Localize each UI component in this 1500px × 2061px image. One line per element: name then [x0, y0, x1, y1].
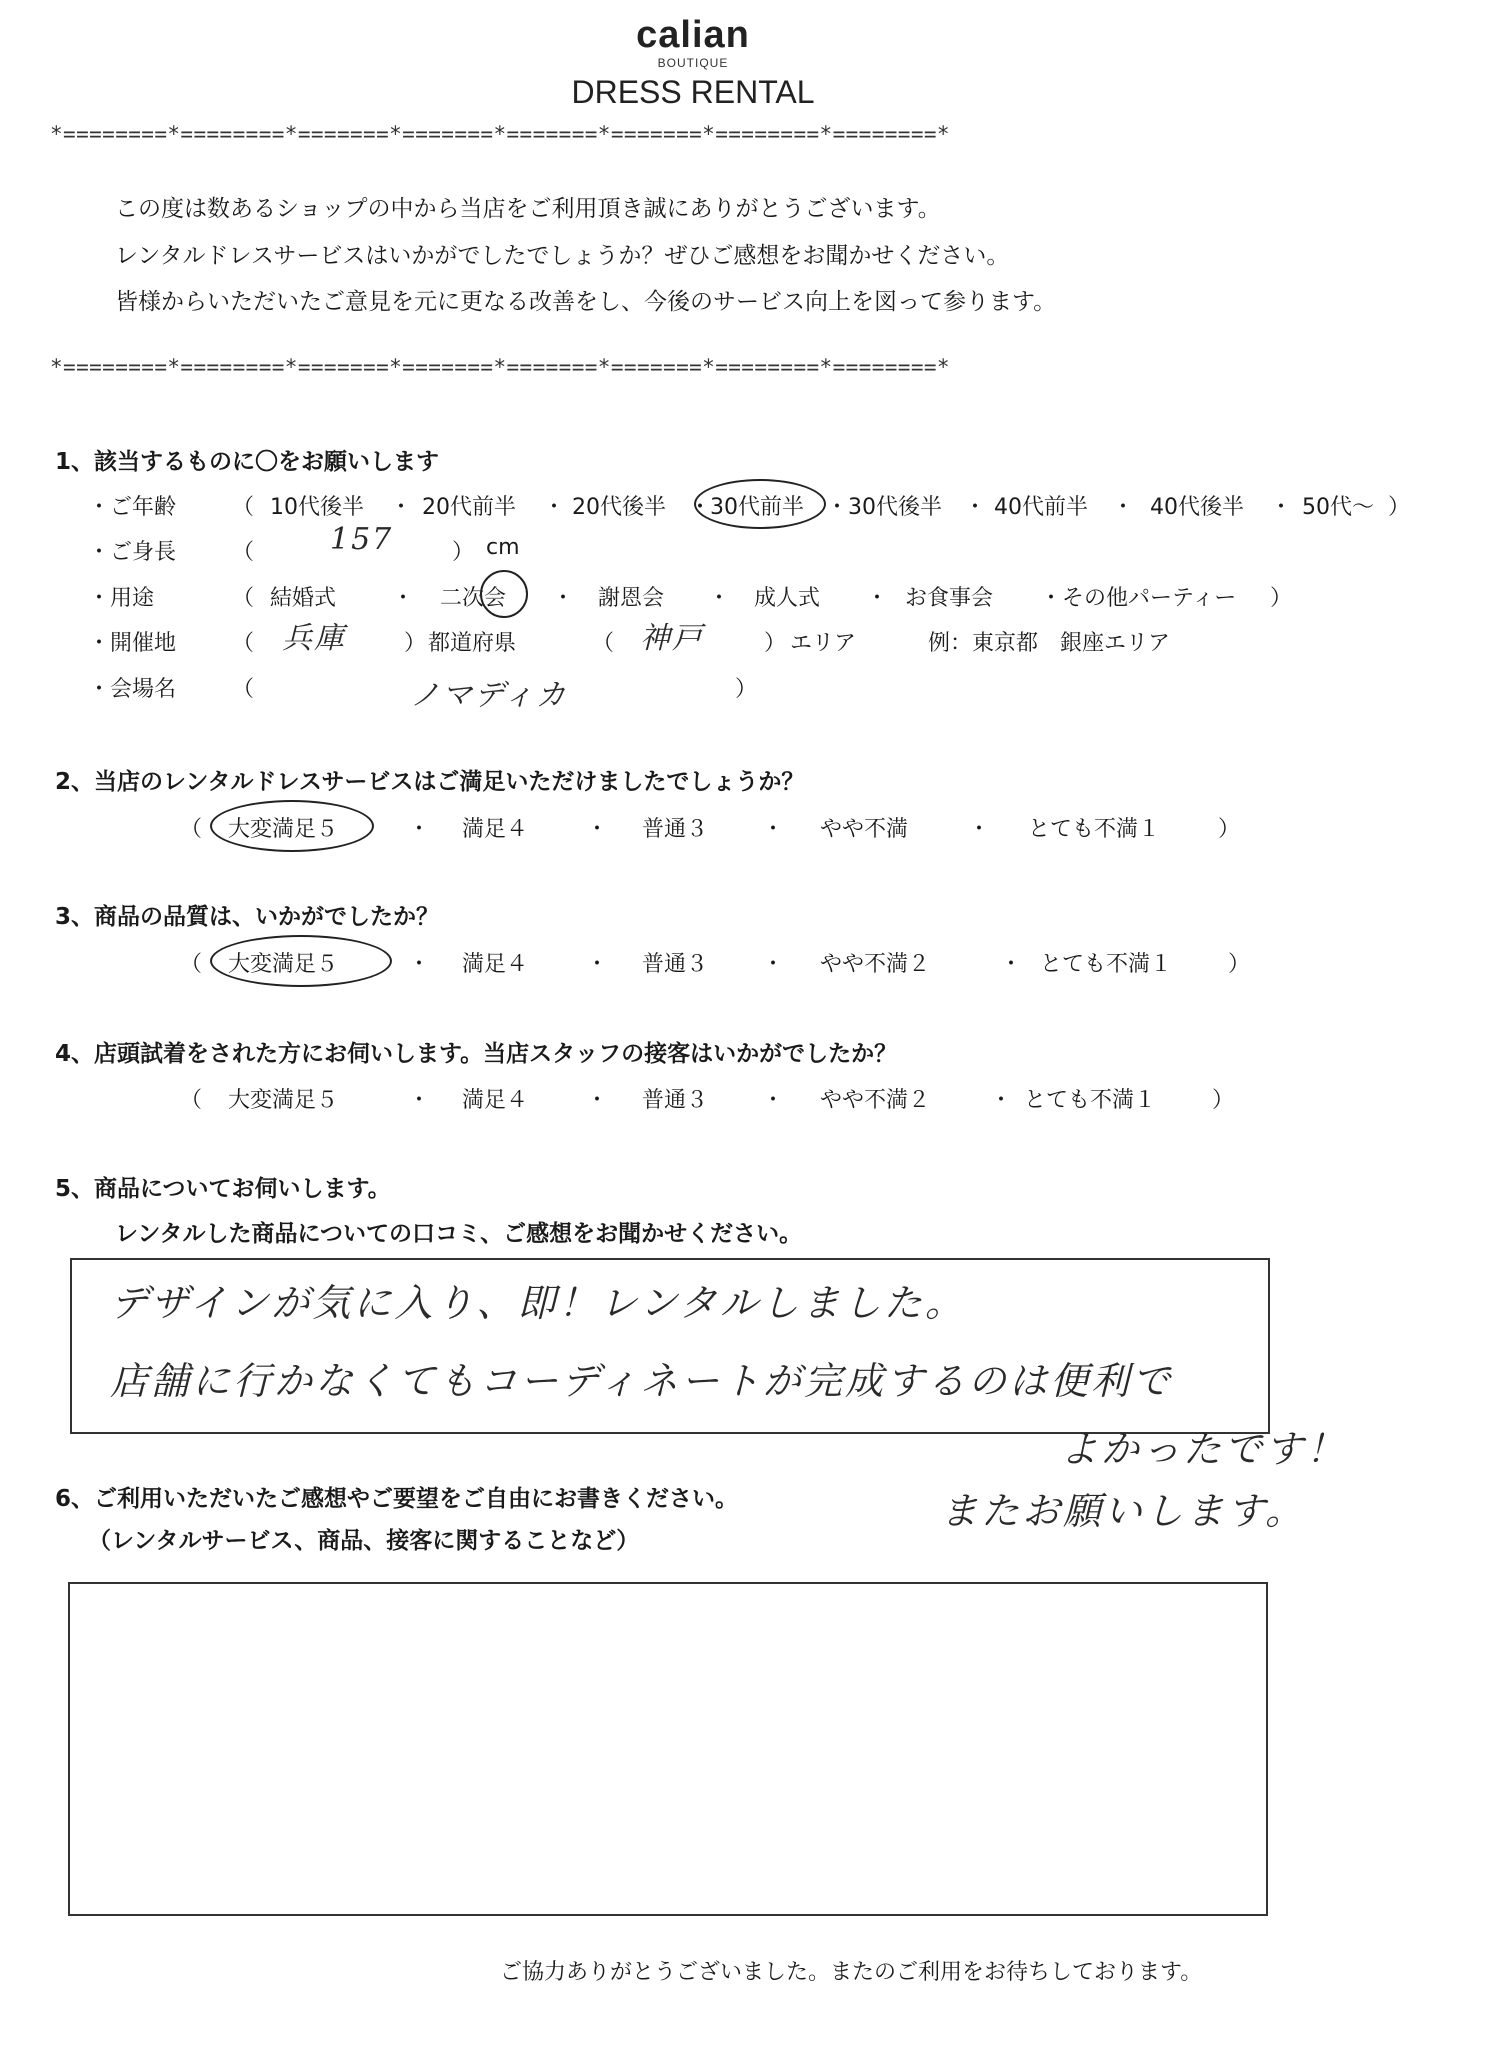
purpose-option[interactable]: その他パーティー [1062, 586, 1237, 611]
prefecture-suffix: 都道府県 [428, 631, 517, 656]
age-option[interactable]: 40代前半 [994, 495, 1088, 520]
separator-dot: ・ [826, 495, 849, 520]
age-option[interactable]: 40代後半 [1150, 495, 1244, 520]
separator-dot: ・ [408, 817, 431, 842]
q2-heading: 2、当店のレンタルドレスサービスはご満足いただけましたでしょうか？ [55, 769, 805, 795]
q4-option[interactable]: 普通３ [642, 1088, 709, 1113]
prefecture-open-paren: （ [232, 631, 255, 656]
q4-option[interactable]: 満足４ [462, 1088, 529, 1113]
page-title: DRESS RENTAL [571, 74, 815, 110]
age-option[interactable]: 10代後半 [270, 495, 364, 520]
q3-option[interactable]: とても不満１ [1040, 952, 1173, 977]
separator-dot: ・ [964, 495, 987, 520]
q2-option-selected[interactable]: 大変満足５ [228, 817, 339, 842]
separator-dot: ・ [586, 817, 609, 842]
city-value[interactable]: 神戸 [640, 621, 704, 656]
age-option-selected[interactable]: 30代前半 [710, 495, 804, 520]
divider-top: *========*========*=======*=======*=======*=======*========*========* [50, 122, 950, 146]
age-label: ・ご年齢 [88, 495, 177, 520]
separator-dot: ・ [408, 952, 431, 977]
separator-dot: ・ [392, 586, 415, 611]
separator-dot: ・ [1270, 495, 1293, 520]
purpose-option[interactable]: 謝恩会 [598, 586, 665, 611]
age-option[interactable]: 20代後半 [572, 495, 666, 520]
intro-line-3: 皆様からいただいたご意見を元に更なる改善をし、今後のサービス向上を図って参ります。 [115, 289, 1057, 315]
separator-dot: ・ [1000, 952, 1023, 977]
divider-bottom: *========*========*=======*=======*=======*=======*========*========* [50, 355, 950, 379]
purpose-option-selected[interactable]: 二次会 [440, 586, 507, 611]
separator-dot: ・ [390, 495, 413, 520]
separator-dot: ・ [586, 1088, 609, 1113]
q2-option[interactable]: 普通３ [642, 817, 709, 842]
separator-dot: ・ [1112, 495, 1135, 520]
example-text: 例：東京都 銀座エリア [928, 631, 1171, 656]
q5-answer-line-2: 店舗に行かなくてもコーディネートが完成するのは便利で [110, 1359, 1173, 1403]
separator-dot: ・ [689, 495, 712, 520]
selection-circle [210, 800, 374, 852]
purpose-label: ・用途 [88, 586, 155, 611]
q4-option[interactable]: やや不満２ [820, 1088, 931, 1113]
separator-dot: ・ [552, 586, 575, 611]
q5-answer-line-1: デザインが気に入り、即！レンタルしました。 [110, 1281, 966, 1325]
intro-line-2: レンタルドレスサービスはいかがでしたでしょうか？ぜひご感想をお聞かせください。 [115, 243, 1010, 269]
venue-open-paren: （ [232, 677, 255, 702]
separator-dot: ・ [762, 817, 785, 842]
separator-dot: ・ [586, 952, 609, 977]
age-open-paren: （ [232, 495, 255, 520]
q2-close-paren: ） [1218, 817, 1241, 842]
q3-option[interactable]: 普通３ [642, 952, 709, 977]
q4-heading: 4、店頭試着をされた方にお伺いします。当店スタッフの接客はいかがでしたか？ [55, 1041, 898, 1067]
separator-dot: ・ [762, 952, 785, 977]
venue-label: ・会場名 [88, 677, 177, 702]
q4-close-paren: ） [1212, 1088, 1235, 1113]
city-open-paren: （ [592, 631, 615, 656]
purpose-close-paren: ） [1270, 586, 1293, 611]
venue-close-paren: ） [735, 677, 758, 702]
purpose-option[interactable]: 結婚式 [270, 586, 337, 611]
separator-dot: ・ [762, 1088, 785, 1113]
height-close-paren: ） [452, 540, 475, 565]
age-option[interactable]: 20代前半 [422, 495, 516, 520]
q5-answer-line-4: またお願いします。 [940, 1489, 1306, 1533]
city-close-paren: ） [764, 631, 787, 656]
q2-option[interactable]: やや不満 [820, 817, 909, 842]
height-unit: cm [486, 535, 520, 560]
q1-heading: 1、該当するものに〇をお願いします [55, 449, 440, 475]
separator-dot: ・ [543, 495, 566, 520]
selection-circle [480, 570, 528, 618]
separator-dot: ・ [1040, 586, 1063, 611]
q3-option[interactable]: やや不満２ [820, 952, 931, 977]
q6-heading: 6、ご利用いただいたご感想やご要望をご自由にお書きください。 [55, 1486, 739, 1512]
height-open-paren: （ [232, 540, 255, 565]
separator-dot: ・ [990, 1088, 1013, 1113]
prefecture-value[interactable]: 兵庫 [282, 621, 346, 656]
prefecture-close-paren: ） [404, 631, 427, 656]
q2-open-paren: （ [180, 817, 203, 842]
age-option[interactable]: 30代後半 [848, 495, 942, 520]
venue-area-label: ・開催地 [88, 631, 177, 656]
selection-circle [694, 479, 826, 529]
q2-option[interactable]: 満足４ [462, 817, 529, 842]
q3-option[interactable]: 満足４ [462, 952, 529, 977]
separator-dot: ・ [866, 586, 889, 611]
purpose-open-paren: （ [232, 586, 255, 611]
q3-open-paren: （ [180, 952, 203, 977]
q4-option[interactable]: 大変満足５ [228, 1088, 339, 1113]
q5-prompt: レンタルした商品についての口コミ、ご感想をお聞かせください。 [115, 1221, 803, 1247]
brand-sub: BOUTIQUE [657, 56, 729, 70]
purpose-option[interactable]: お食事会 [905, 586, 994, 611]
separator-dot: ・ [408, 1088, 431, 1113]
q5-answer-line-3: よかったです！ [1060, 1427, 1348, 1471]
area-suffix: エリア [790, 631, 857, 656]
q3-close-paren: ） [1228, 952, 1251, 977]
separator-dot: ・ [968, 817, 991, 842]
venue-value[interactable]: ノマディカ [410, 678, 568, 713]
footer-thanks: ご協力ありがとうございました。またのご利用をお待ちしております。 [500, 1960, 1203, 1985]
q4-option[interactable]: とても不満１ [1024, 1088, 1157, 1113]
purpose-option[interactable]: 成人式 [754, 586, 821, 611]
separator-dot: ・ [708, 586, 731, 611]
brand-logo: calian [636, 14, 750, 56]
age-close-paren: ） [1388, 495, 1411, 520]
q3-option-selected[interactable]: 大変満足５ [228, 952, 339, 977]
q6-answer-box[interactable] [68, 1582, 1268, 1916]
height-label: ・ご身長 [88, 540, 177, 565]
q2-option[interactable]: とても不満１ [1028, 817, 1161, 842]
selection-circle [210, 935, 392, 987]
height-value[interactable]: 157 [330, 522, 394, 557]
q4-open-paren: （ [180, 1088, 203, 1113]
intro-line-1: この度は数あるショップの中から当店をご利用頂き誠にありがとうございます。 [115, 196, 941, 222]
q6-sub: （レンタルサービス、商品、接客に関することなど） [88, 1528, 640, 1554]
age-option[interactable]: 50代〜 [1302, 495, 1374, 520]
q5-heading: 5、商品についてお伺いします。 [55, 1176, 391, 1202]
q3-heading: 3、商品の品質は、いかがでしたか？ [55, 904, 440, 930]
